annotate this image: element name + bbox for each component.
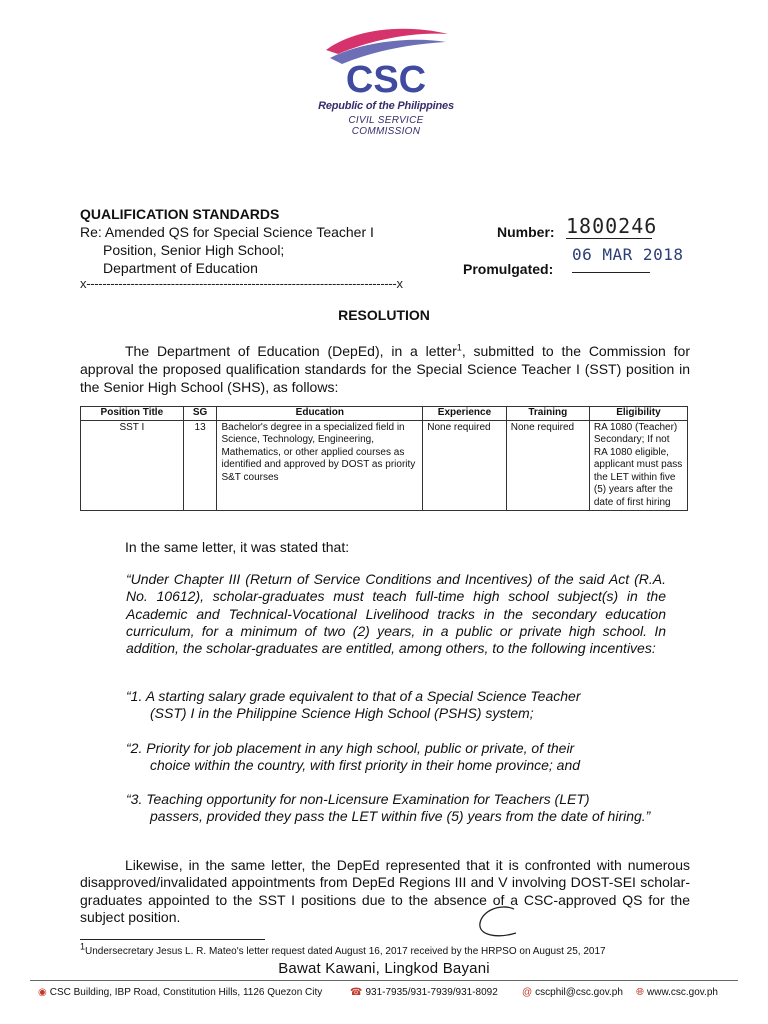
footnote-ref: 1 — [456, 342, 462, 353]
subject-block — [80, 223, 374, 277]
footer-website-text[interactable]: www.csc.gov.ph — [647, 987, 718, 998]
incentive-2-lead: “2. Priority for job placement in any high school, public or private, of their — [126, 740, 575, 756]
footer-contact-bar — [0, 987, 768, 1001]
header-experience: Experience — [423, 407, 507, 421]
table-row — [81, 420, 688, 511]
subject-line-1: Re: Amended QS for Special Science Teacher I — [80, 224, 374, 240]
cell-eligibility: RA 1080 (Teacher) Secondary; If not RA 1080 eligible, applicant must pass the LET within five (5) years after the date of first hiring — [589, 420, 687, 511]
promulgated-date-stamp: 06 MAR 2018 — [572, 245, 684, 264]
cell-position: SST I — [81, 420, 184, 511]
csc-logo-mark — [316, 20, 456, 100]
footer-address-text: CSC Building, IBP Road, Constitution Hills, 1126 Quezon City — [49, 987, 323, 998]
intro-text-b: , submitted to the Commission for approval the proposed qualification standards for the Special Science Teacher I (SST) position in the Senior High School (SHS), as follows: — [80, 343, 690, 395]
promulgated-label: Promulgated: — [463, 261, 554, 277]
cell-education: Bachelor's degree in a specialized field in Science, Technology, Engineering, Mathematics, or other applied courses as identified and approved by DOST as priority S&T courses — [217, 420, 423, 511]
header-position-title: Position Title — [81, 407, 184, 421]
incentive-3-lead: “3. Teaching opportunity for non-Licensure Examination for Teachers (LET) — [126, 791, 590, 807]
footer-email-text[interactable]: cscphil@csc.gov.ph — [535, 987, 623, 998]
header-separator: x-----------------------------------------------------------------------------x — [80, 276, 403, 291]
email-icon: @ — [522, 987, 533, 998]
header-training: Training — [506, 407, 589, 421]
likewise-paragraph: Likewise, in the same letter, the DepEd represented that it is confronted with numerous disapproved/invalidated appointments from DepEd Regions III and V involving DOST-SEI scholar-graduates appointed to the SST I positions due to the absence of a CSC-approved QS for the subject position. — [80, 857, 690, 925]
number-underline — [566, 238, 652, 239]
footer-address — [38, 987, 322, 998]
footer-rule — [30, 980, 738, 981]
header-education: Education — [217, 407, 423, 421]
footnote — [80, 941, 606, 957]
intro-paragraph — [80, 342, 690, 396]
incentive-1-rest: (SST) I in the Philippine Science High School (PSHS) system; — [150, 705, 534, 722]
logo-tagline: Republic of the Philippines — [318, 100, 454, 112]
motto: Bawat Kawani, Lingkod Bayani — [278, 960, 490, 977]
footer-phone-text: 931-7935/931-7939/931-8092 — [365, 987, 498, 998]
intro-text-a: The Department of Education (DepEd), in a letter — [125, 343, 457, 359]
cell-training: None required — [506, 420, 589, 511]
quoted-paragraph: “Under Chapter III (Return of Service Conditions and Incentives) of the said Act (R.A. No. 10612), scholar-graduates must teach full-time high school subject(s) in the Academic and Technical-Vocational Livelihood tracks in the secondary education curriculum, for a minimum of two (2) years, in a public or private high school. In addition, the scholar-graduates are entitled, among others, to the following incentives: — [126, 571, 666, 657]
phone-icon: ☎ — [350, 987, 363, 998]
logo-acronym: CSC — [345, 59, 427, 100]
header-sg: SG — [183, 407, 217, 421]
promulgated-underline — [572, 272, 650, 273]
same-letter-line: In the same letter, it was stated that: — [125, 539, 350, 555]
globe-icon: 🌐︎ — [636, 987, 644, 998]
footer-email[interactable] — [522, 987, 623, 998]
logo-subtitle: CIVIL SERVICE COMMISSION — [348, 115, 424, 137]
qualification-table — [80, 406, 688, 511]
footnote-rule — [80, 939, 265, 940]
cell-sg: 13 — [183, 420, 217, 511]
incentive-item-1 — [126, 688, 666, 723]
cell-experience: None required — [423, 420, 507, 511]
table-header-row — [81, 407, 688, 421]
header-eligibility: Eligibility — [589, 407, 687, 421]
resolution-heading: RESOLUTION — [338, 307, 430, 323]
footer-phone — [350, 987, 498, 998]
location-pin-icon: ◉ — [38, 987, 47, 998]
initial-signature-mark — [474, 905, 520, 939]
incentive-3-rest: passers, provided they pass the LET within five (5) years from the date of hiring.” — [150, 808, 651, 825]
footnote-text: Undersecretary Jesus L. R. Mateo's letter request dated August 16, 2017 received by the HRPSO on August 25, 2017 — [85, 946, 606, 957]
number-label: Number: — [497, 224, 555, 240]
incentive-item-3 — [126, 791, 666, 826]
number-value: 1800246 — [566, 214, 658, 238]
footnote-number: 1 — [80, 941, 86, 952]
csc-logo — [316, 20, 456, 135]
subject-line-3: Department of Education — [103, 260, 258, 276]
footer-website[interactable] — [636, 987, 718, 998]
incentive-2-rest: choice within the country, with first priority in their home province; and — [150, 757, 581, 774]
incentive-item-2 — [126, 740, 666, 775]
subject-line-2: Position, Senior High School; — [103, 242, 285, 258]
document-title: QUALIFICATION STANDARDS — [80, 206, 280, 222]
incentive-1-lead: “1. A starting salary grade equivalent to that of a Special Science Teacher — [126, 688, 581, 704]
